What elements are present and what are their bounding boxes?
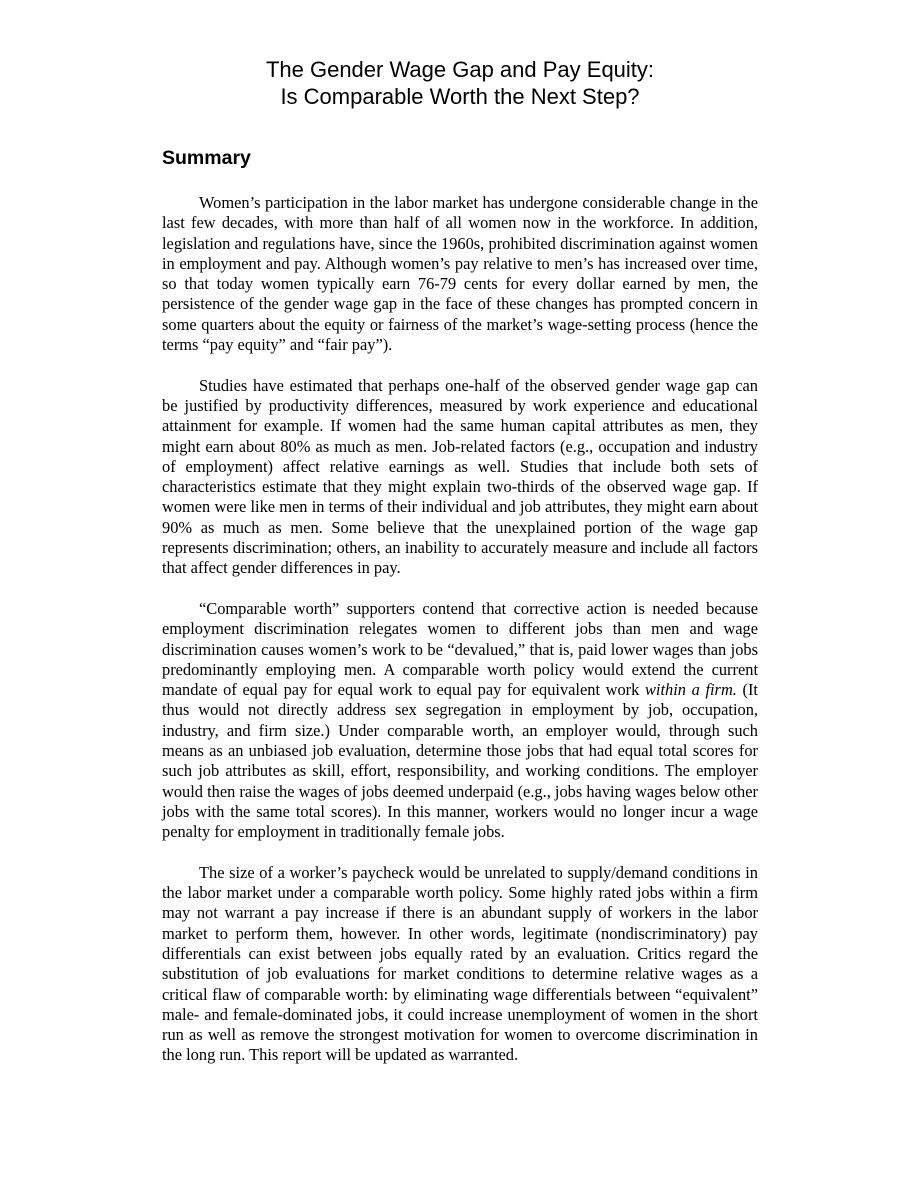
- title-line-2: Is Comparable Worth the Next Step?: [280, 84, 640, 109]
- paragraph-2: Studies have estimated that perhaps one-half of the observed gender wage gap can be justified by productivity differences, measured by work experience and educational attainment for example. If women had the same human capital attributes as men, they might earn about 80% as much as men. Job-related factors (e.g., occupation and industry of employment) affect relative earnings as well. Studies that include both sets of characteristics estimate that they might explain two-thirds of the observed wage gap. If women were like men in terms of their individual and job attributes, they might earn about 90% as much as men. Some believe that the unexplained portion of the wage gap represents discrimination; others, an inability to accurately measure and include all factors that affect gender differences in pay.: [162, 375, 758, 578]
- summary-body: [162, 193, 758, 1066]
- paragraph-3-part-b: (It thus would not directly address sex segregation in employment by job, occupation, industry, and firm size.) Under comparable worth, an employer would, through such means as an unbiased job evaluation, determine those jobs that had equal total scores for such job attributes as skill, effort, responsibility, and working conditions. The employer would then raise the wages of jobs deemed underpaid (e.g., jobs having wages below other jobs with the same total scores). In this manner, workers would no longer incur a wage penalty for employment in traditionally female jobs.: [162, 680, 758, 842]
- paragraph-3: [162, 599, 758, 843]
- paragraph-3-part-a: “Comparable worth” supporters contend that corrective action is needed because employment discrimination relegates women to different jobs than men and wage discrimination causes women’s work to be “devalued,” that is, paid lower wages than jobs predominantly employing men. A comparable worth policy would extend the current mandate of equal pay for equal work to equal pay for equivalent work: [162, 598, 758, 700]
- paragraph-1: Women’s participation in the labor market has undergone considerable change in the last few decades, with more than half of all women now in the workforce. In addition, legislation and regulations have, since the 1960s, prohibited discrimination against women in employment and pay. Although women’s pay relative to men’s has increased over time, so that today women typically earn 76-79 cents for every dollar earned by men, the persistence of the gender wage gap in the face of these changes has prompted concern in some quarters about the equity or fairness of the market’s wage-setting process (hence the terms “pay equity” and “fair pay”).: [162, 193, 758, 355]
- paragraph-3-emphasis: within a firm.: [644, 680, 737, 700]
- paragraph-4: The size of a worker’s paycheck would be unrelated to supply/demand conditions in the labor market under a comparable worth policy. Some highly rated jobs within a firm may not warrant a pay increase if there is an abundant supply of workers in the labor market to perform them, however. In other words, legitimate (nondiscriminatory) pay differentials can exist between jobs equally rated by an evaluation. Critics regard the substitution of job evaluations for market conditions to determine relative wages as a critical flaw of comparable worth: by eliminating wage differentials between “equivalent” male- and female-dominated jobs, it could increase unemployment of women in the short run as well as remove the strongest motivation for women to overcome discrimination in the long run. This report will be updated as warranted.: [162, 862, 758, 1065]
- document-title: [162, 56, 758, 110]
- title-line-1: The Gender Wage Gap and Pay Equity:: [265, 57, 655, 82]
- section-heading: Summary: [162, 147, 251, 169]
